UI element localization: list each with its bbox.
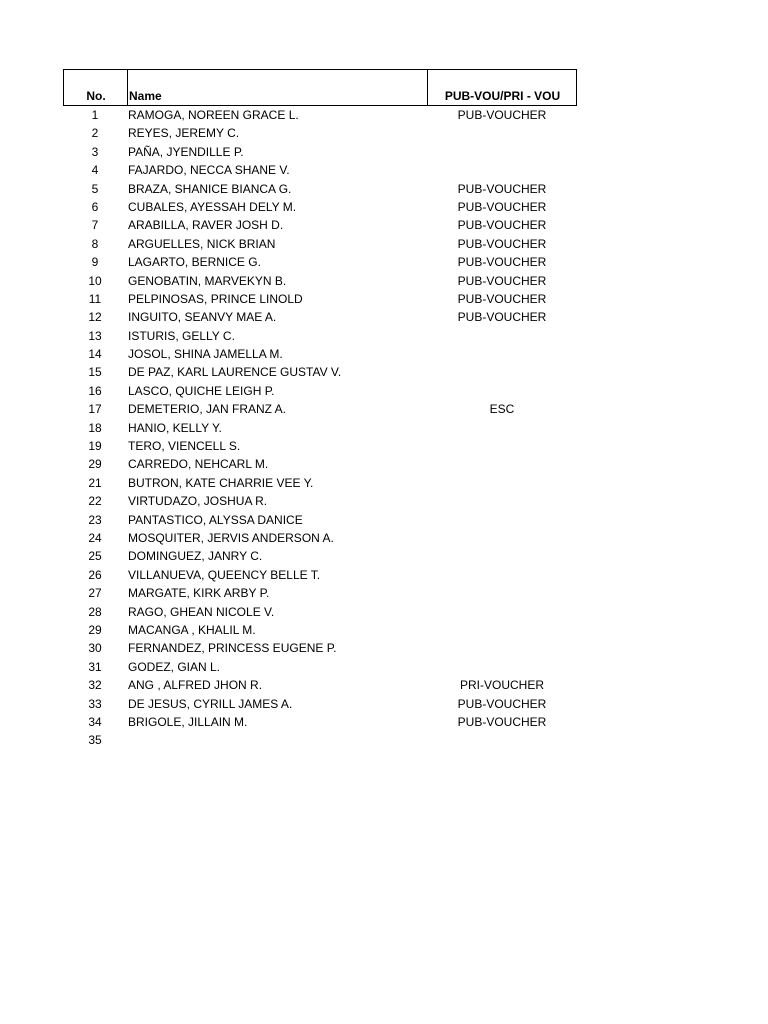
voucher-type-cell: PUB-VOUCHER [457,255,547,270]
row-number-cell: 29 [88,622,102,637]
row-number-cell: 15 [88,365,102,380]
table-row [63,731,577,749]
voucher-type-cell: PUB-VOUCHER [457,310,547,325]
row-number-cell: 1 [91,108,99,122]
row-number-cell: 35 [88,733,102,748]
student-name-cell: CARREDO, NEHCARL M. [128,457,269,472]
table-header [63,69,577,106]
row-number-cell: 14 [88,347,102,362]
student-name-cell: LASCO, QUICHE LEIGH P. [128,383,275,398]
row-number-cell: 31 [88,659,102,674]
student-name-cell: HANIO, KELLY Y. [128,420,222,435]
student-name-cell: BUTRON, KATE CHARRIE VEE Y. [128,475,314,490]
table-row [63,216,577,234]
voucher-type-cell: PRI-VOUCHER [459,678,544,693]
student-name-cell: GENOBATIN, MARVEKYN B. [128,273,287,288]
row-number-cell: 33 [88,696,102,711]
row-number-cell: 21 [88,475,102,490]
student-name-cell: FAJARDO, NECCA SHANE V. [128,163,290,178]
row-number-cell: 5 [91,181,99,196]
row-number-cell: 8 [91,236,99,251]
table-row [63,308,577,326]
table-row [63,621,577,639]
table-row [63,198,577,216]
table-row [63,492,577,510]
student-name-cell: MACANGA , KHALIL M. [128,622,256,637]
table-row [63,382,577,400]
row-number-cell: 25 [88,549,102,564]
student-name-cell: INGUITO, SEANVY MAE A. [128,310,277,325]
student-name-cell: MOSQUITER, JERVIS ANDERSON A. [128,530,334,545]
row-number-cell: 10 [88,273,102,288]
student-name-cell: VIRTUDAZO, JOSHUA R. [128,494,268,509]
row-number-cell: 29 [88,457,102,472]
voucher-type-cell: PUB-VOUCHER [457,199,547,214]
row-number-cell: 17 [88,402,102,417]
table-row [63,511,577,529]
table-row [63,272,577,290]
row-number-cell: 30 [88,641,102,656]
student-name-cell: MARGATE, KIRK ARBY P. [128,586,270,601]
table-row [63,419,577,437]
row-number-cell: 16 [88,383,102,398]
row-number-cell: 27 [88,586,102,601]
table-row [63,290,577,308]
table-row [63,603,577,621]
row-number-cell: 23 [88,512,102,527]
student-name-cell: VILLANUEVA, QUEENCY BELLE T. [128,567,321,582]
student-name-cell: BRIGOLE, JILLAIN M. [128,714,248,729]
voucher-type-cell: PUB-VOUCHER [457,236,547,251]
table-row [63,529,577,547]
student-name-cell: DEMETERIO, JAN FRANZ A. [128,402,287,417]
row-number-cell: 12 [88,310,102,325]
header-cell-name [127,69,427,106]
voucher-type-cell: PUB-VOUCHER [457,108,547,122]
student-name-cell: ANG , ALFRED JHON R. [128,678,263,693]
row-number-cell: 34 [88,714,102,729]
student-name-cell: TERO, VIENCELL S. [128,439,241,454]
row-number-cell: 4 [91,163,99,178]
row-number-cell: 28 [88,604,102,619]
table-row [63,658,577,676]
table-row [63,400,577,418]
student-name-cell: ARABILLA, RAVER JOSH D. [128,218,284,233]
table-row [63,639,577,657]
row-number-cell: 19 [88,439,102,454]
table-row [63,253,577,271]
student-name-cell: DE PAZ, KARL LAURENCE GUSTAV V. [128,365,342,380]
student-name-cell: LAGARTO, BERNICE G. [128,255,261,270]
student-name-cell: PANTASTICO, ALYSSA DANICE [128,512,303,527]
table-row [63,695,577,713]
header-voucher-type-label: PUB-VOU/PRI - VOU [444,89,561,103]
voucher-type-cell: PUB-VOUCHER [457,696,547,711]
voucher-type-cell: PUB-VOUCHER [457,714,547,729]
row-number-cell: 6 [91,199,99,214]
student-name-cell: GODEZ, GIAN L. [128,659,221,674]
student-name-cell: RAGO, GHEAN NICOLE V. [128,604,275,619]
table-row [63,363,577,381]
voucher-type-cell: PUB-VOUCHER [457,291,547,306]
row-number-cell: 22 [88,494,102,509]
table-row [63,143,577,161]
row-number-cell: 9 [91,255,99,270]
student-name-cell: ARGUELLES, NICK BRIAN [128,236,276,251]
row-number-cell: 18 [88,420,102,435]
row-number-cell: 26 [88,567,102,582]
student-name-cell: REYES, JEREMY C. [128,126,240,141]
table-row [63,676,577,694]
voucher-type-cell: PUB-VOUCHER [457,181,547,196]
table-row [63,584,577,602]
header-cell-no [63,69,127,106]
table-row [63,345,577,363]
student-name-cell: CUBALES, AYESSAH DELY M. [128,199,297,214]
table-row [63,437,577,455]
table-row [63,161,577,179]
table-row [63,547,577,565]
table-row [63,327,577,345]
student-name-cell: PELPINOSAS, PRINCE LINOLD [128,291,303,306]
table-body [63,106,577,750]
row-number-cell: 11 [88,291,102,306]
table-row [63,180,577,198]
table-row [63,566,577,584]
header-name-label: Name [129,89,162,103]
table-row [63,474,577,492]
student-name-cell: PAÑA, JYENDILLE P. [128,144,244,159]
student-name-cell: BRAZA, SHANICE BIANCA G. [128,181,292,196]
voucher-type-cell: PUB-VOUCHER [457,218,547,233]
row-number-cell: 2 [91,126,99,141]
row-number-cell: 32 [88,678,102,693]
student-name-cell: RAMOGA, NOREEN GRACE L. [128,108,299,122]
header-cell-voucher-type [427,69,577,106]
row-number-cell: 24 [88,530,102,545]
table-row [63,235,577,253]
student-name-cell: ISTURIS, GELLY C. [128,328,235,343]
row-number-cell: 7 [91,218,99,233]
table-row [63,455,577,473]
table-row [63,124,577,142]
voucher-type-cell: PUB-VOUCHER [457,273,547,288]
row-number-cell: 13 [88,328,102,343]
student-name-cell: DOMINGUEZ, JANRY C. [128,549,263,564]
student-name-cell: FERNANDEZ, PRINCESS EUGENE P. [128,641,337,656]
student-name-cell: JOSOL, SHINA JAMELLA M. [128,347,283,362]
row-number-cell: 3 [91,144,99,159]
table-row [63,106,577,124]
voucher-type-cell: ESC [489,402,515,417]
student-name-cell: DE JESUS, CYRILL JAMES A. [128,696,293,711]
header-no-label: No. [86,89,106,103]
table-row [63,713,577,731]
